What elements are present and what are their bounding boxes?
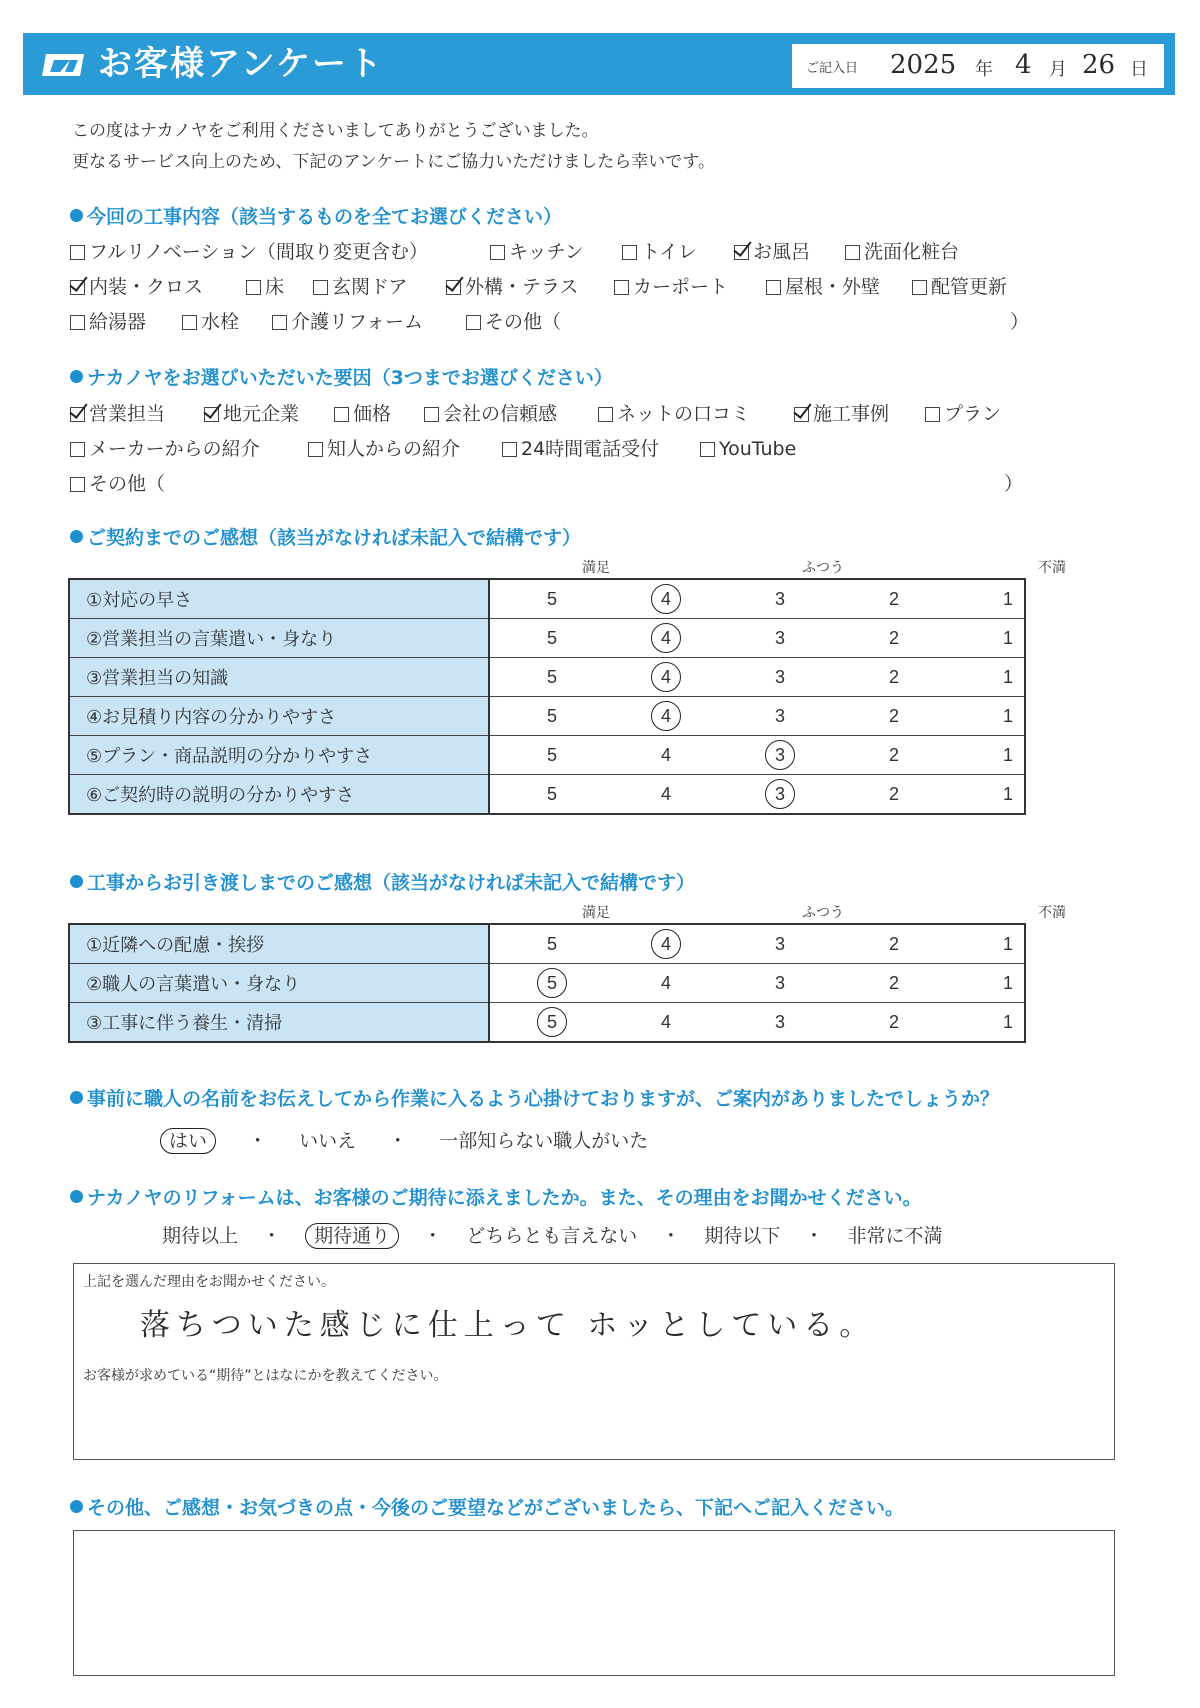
rating-option-1[interactable]: 1 <box>1002 934 1013 954</box>
reason-box[interactable] <box>73 1263 1115 1460</box>
intro-text <box>72 116 715 178</box>
rating-option-3[interactable]: 3 <box>762 784 798 805</box>
rating-option-3[interactable]: 3 <box>774 973 785 993</box>
bullet-icon <box>70 370 83 383</box>
scale-head-mid: ふつう <box>802 560 844 576</box>
rating-option-4[interactable]: 4 <box>648 667 684 688</box>
checkbox-icon[interactable] <box>308 442 323 457</box>
rating-cell <box>489 924 1025 964</box>
close-paren: ） <box>1010 311 1030 333</box>
rating-option-3[interactable]: 3 <box>774 667 785 687</box>
checkbox-icon[interactable] <box>700 442 715 457</box>
checkbox-icon[interactable] <box>313 280 328 295</box>
checkbox-icon[interactable] <box>70 407 85 422</box>
question-label: ⑥ご契約時の説明の分かりやすさ <box>69 775 489 815</box>
bullet-icon <box>70 1500 83 1513</box>
rating-option-3[interactable]: 3 <box>774 628 785 648</box>
option-yes[interactable]: はい <box>160 1128 216 1154</box>
checkbox-icon[interactable] <box>70 280 85 295</box>
section-contract-title: ご契約までのご感想（該当がなければ未記入で結構です） <box>70 526 581 550</box>
rating-option-4[interactable]: 4 <box>648 706 684 727</box>
checkbox-icon[interactable] <box>204 407 219 422</box>
table-row <box>69 775 1025 815</box>
question-label: ③営業担当の知識 <box>69 658 489 697</box>
separator: ・ <box>248 1130 268 1152</box>
separator: ・ <box>423 1225 443 1247</box>
date-day-unit: 日 <box>1130 59 1148 80</box>
reason-label: 上記を選んだ理由をお聞かせください。 <box>83 1274 335 1290</box>
checkbox-option[interactable]: 洗面化粧台 <box>845 240 959 264</box>
rating-option-4[interactable]: 4 <box>648 628 684 649</box>
table-row <box>69 579 1025 619</box>
comments-box[interactable] <box>73 1530 1115 1676</box>
table-row <box>69 964 1025 1003</box>
rating-option-5[interactable]: 5 <box>534 973 570 994</box>
rating-cell <box>489 775 1025 815</box>
checkbox-option[interactable]: カーポート <box>614 275 728 299</box>
question-label: ⑤プラン・商品説明の分かりやすさ <box>69 736 489 775</box>
rating-option-5[interactable]: 5 <box>546 589 557 609</box>
checkbox-option[interactable]: 水栓 <box>182 310 239 334</box>
scale-head-high: 満足 <box>582 560 610 576</box>
separator: ・ <box>661 1225 681 1247</box>
checkbox-option[interactable]: 価格 <box>334 402 391 426</box>
scale-head-high: 満足 <box>582 905 610 921</box>
checkbox-option[interactable]: その他（ <box>70 472 165 496</box>
checkbox-icon[interactable] <box>272 315 287 330</box>
section-comments-title: その他、ご感想・お気づきの点・今後のご要望などがございましたら、下記へご記入ください。 <box>70 1496 904 1520</box>
bullet-icon <box>70 209 83 222</box>
rating-option-5[interactable]: 5 <box>546 706 557 726</box>
checkbox-option[interactable]: フルリノベーション（間取り変更含む） <box>70 240 428 264</box>
checkbox-option[interactable]: トイレ <box>622 240 697 264</box>
rating-option-2[interactable]: 2 <box>888 667 899 687</box>
rating-option-5[interactable]: 5 <box>546 628 557 648</box>
checkbox-option[interactable]: メーカーからの紹介 <box>70 437 260 461</box>
checkbox-icon[interactable] <box>598 407 613 422</box>
checkbox-option[interactable]: その他（ <box>466 310 561 334</box>
checkbox-option[interactable]: 会社の信頼感 <box>424 402 557 426</box>
bullet-icon <box>70 875 83 888</box>
checkbox-icon[interactable] <box>70 315 85 330</box>
rating-option-4[interactable]: 4 <box>648 589 684 610</box>
rating-cell <box>489 964 1025 1003</box>
rating-option-2[interactable]: 2 <box>888 745 899 765</box>
checkbox-option[interactable]: プラン <box>925 402 1001 426</box>
close-paren: ） <box>1004 473 1024 495</box>
checkbox-icon[interactable] <box>70 245 85 260</box>
checkbox-option[interactable]: お風呂 <box>734 240 810 264</box>
checkbox-icon[interactable] <box>912 280 927 295</box>
checkbox-option[interactable]: 知人からの紹介 <box>308 437 460 461</box>
rating-option-2[interactable]: 2 <box>888 628 899 648</box>
scale-head-low: 不満 <box>1038 560 1066 576</box>
checkbox-icon[interactable] <box>70 477 85 492</box>
rating-option-2[interactable]: 2 <box>888 784 899 804</box>
scale-head-mid: ふつう <box>802 905 844 921</box>
separator: ・ <box>262 1225 282 1247</box>
rating-option-5[interactable]: 5 <box>546 784 557 804</box>
checkbox-option[interactable]: 外構・テラス <box>446 275 578 299</box>
checkbox-option[interactable]: 地元企業 <box>204 402 299 426</box>
checkbox-option[interactable]: 介護リフォーム <box>272 310 423 334</box>
option-very-dissatisfied[interactable]: 非常に不満 <box>847 1225 943 1247</box>
checkbox-option[interactable]: 施工事例 <box>794 402 889 426</box>
checkbox-icon[interactable] <box>766 280 781 295</box>
rating-option-4[interactable]: 4 <box>648 934 684 955</box>
checkbox-icon[interactable] <box>490 245 505 260</box>
rating-option-5[interactable]: 5 <box>546 934 557 954</box>
rating-option-4[interactable]: 4 <box>660 784 671 804</box>
checkbox-icon[interactable] <box>845 245 860 260</box>
date-year[interactable]: 2025 <box>890 50 957 80</box>
table-row <box>69 658 1025 697</box>
rating-option-2[interactable]: 2 <box>888 589 899 609</box>
company-logo-icon <box>40 50 86 80</box>
rating-option-1[interactable]: 1 <box>1002 628 1013 648</box>
intro-line: この度はナカノヤをご利用くださいましてありがとうございました。 <box>72 121 599 141</box>
question-label: ③工事に伴う養生・清掃 <box>69 1003 489 1043</box>
checkbox-option[interactable]: 床 <box>246 275 284 299</box>
rating-option-2[interactable]: 2 <box>888 973 899 993</box>
rating-option-2[interactable]: 2 <box>888 1012 899 1032</box>
craftsman-options <box>160 1129 648 1153</box>
date-year-unit: 年 <box>975 59 993 80</box>
section-reason-title: ナカノヤをお選びいただいた要因（3つまでお選びください） <box>70 366 613 390</box>
rating-option-1[interactable]: 1 <box>1002 589 1013 609</box>
question-label: ④お見積り内容の分かりやすさ <box>69 697 489 736</box>
rating-cell <box>489 697 1025 736</box>
table-row <box>69 1003 1025 1043</box>
rating-option-3[interactable]: 3 <box>774 934 785 954</box>
bullet-icon <box>70 1091 83 1104</box>
separator: ・ <box>388 1130 408 1152</box>
date-month-unit: 月 <box>1049 59 1067 80</box>
section-expectation-title: ナカノヤのリフォームは、お客様のご期待に添えましたか。また、その理由をお聞かせください。 <box>70 1186 922 1210</box>
option-as-expected[interactable]: 期待通り <box>305 1223 399 1249</box>
checkbox-icon[interactable] <box>246 280 261 295</box>
section-construction-title: 工事からお引き渡しまでのご感想（該当がなければ未記入で結構です） <box>70 871 695 895</box>
table-row <box>69 736 1025 775</box>
date-label: ご記入日 <box>806 61 859 76</box>
date-month[interactable]: 4 <box>1015 50 1032 80</box>
question-label: ②職人の言葉遣い・身なり <box>69 964 489 1003</box>
checkbox-option[interactable]: YouTube <box>700 437 796 461</box>
rating-option-3[interactable]: 3 <box>774 706 785 726</box>
rating-cell <box>489 579 1025 619</box>
rating-option-4[interactable]: 4 <box>660 973 671 993</box>
checkbox-icon[interactable] <box>446 280 461 295</box>
scale-head-low: 不満 <box>1038 905 1066 921</box>
option-no[interactable]: いいえ <box>299 1130 357 1152</box>
checkbox-icon[interactable] <box>622 245 637 260</box>
checkbox-option[interactable]: 営業担当 <box>70 402 165 426</box>
bullet-icon <box>70 530 83 543</box>
rating-option-3[interactable]: 3 <box>762 745 798 766</box>
rating-option-1[interactable]: 1 <box>1002 667 1013 687</box>
rating-option-3[interactable]: 3 <box>774 589 785 609</box>
checkbox-icon[interactable] <box>424 407 439 422</box>
checkbox-option[interactable]: 屋根・外壁 <box>766 275 880 299</box>
checkbox-option[interactable]: 給湯器 <box>70 310 146 334</box>
checkbox-option[interactable]: ネットの口コミ <box>598 402 750 426</box>
rating-option-1[interactable]: 1 <box>1002 706 1013 726</box>
separator: ・ <box>804 1225 824 1247</box>
checkbox-icon[interactable] <box>182 315 197 330</box>
page-title: お客様アンケート <box>98 44 384 84</box>
checkbox-icon[interactable] <box>466 315 481 330</box>
checkbox-icon[interactable] <box>614 280 629 295</box>
rating-option-1[interactable]: 1 <box>1002 1012 1013 1032</box>
table-row <box>69 697 1025 736</box>
date-day[interactable]: 26 <box>1082 50 1116 80</box>
checkbox-icon[interactable] <box>925 407 940 422</box>
checkbox-icon[interactable] <box>794 407 809 422</box>
checkbox-icon[interactable] <box>70 442 85 457</box>
question-label: ①対応の早さ <box>69 579 489 619</box>
rating-option-5[interactable]: 5 <box>546 667 557 687</box>
table-row <box>69 924 1025 964</box>
rating-cell <box>489 658 1025 697</box>
question-label: ①近隣への配慮・挨拶 <box>69 924 489 964</box>
rating-option-2[interactable]: 2 <box>888 934 899 954</box>
rating-option-5[interactable]: 5 <box>534 1012 570 1033</box>
checkbox-option[interactable]: キッチン <box>490 240 584 264</box>
checkbox-option[interactable]: 24時間電話受付 <box>502 437 659 461</box>
rating-option-1[interactable]: 1 <box>1002 784 1013 804</box>
rating-cell <box>489 1003 1025 1043</box>
rating-option-5[interactable]: 5 <box>546 745 557 765</box>
bullet-icon <box>70 1190 83 1203</box>
checkbox-option[interactable]: 配管更新 <box>912 275 1007 299</box>
rating-option-1[interactable]: 1 <box>1002 745 1013 765</box>
table-row <box>69 619 1025 658</box>
option-below[interactable]: 期待以下 <box>704 1225 781 1247</box>
rating-cell <box>489 736 1025 775</box>
reason-answer[interactable]: 落ちついた感じに仕上って ホッとしている。 <box>140 1308 876 1343</box>
question-label: ②営業担当の言葉遣い・身なり <box>69 619 489 658</box>
expectation-options <box>162 1224 943 1248</box>
rating-option-2[interactable]: 2 <box>888 706 899 726</box>
rating-table-contract <box>68 578 1026 815</box>
section-craftsman-title: 事前に職人の名前をお伝えしてから作業に入るよう心掛けておりますが、ご案内がありましたでしょうか？ <box>70 1087 999 1111</box>
checkbox-icon[interactable] <box>734 245 749 260</box>
section-work-title: 今回の工事内容（該当するものを全てお選びください） <box>70 205 562 229</box>
option-neutral[interactable]: どちらとも言えない <box>466 1225 638 1247</box>
checkbox-icon[interactable] <box>502 442 517 457</box>
checkbox-icon[interactable] <box>334 407 349 422</box>
rating-option-1[interactable]: 1 <box>1002 973 1013 993</box>
expectation-label: お客様が求めている“期待”とはなにかを教えてください。 <box>83 1368 448 1384</box>
checkbox-option[interactable]: 玄関ドア <box>313 275 407 299</box>
rating-option-3[interactable]: 3 <box>774 1012 785 1032</box>
intro-line: 更なるサービス向上のため、下記のアンケートにご協力いただけましたら幸いです。 <box>72 152 715 172</box>
rating-cell <box>489 619 1025 658</box>
rating-option-4[interactable]: 4 <box>660 745 671 765</box>
rating-table-construction <box>68 923 1026 1043</box>
checkbox-option[interactable]: 内装・クロス <box>70 275 203 299</box>
rating-option-4[interactable]: 4 <box>660 1012 671 1032</box>
option-above[interactable]: 期待以上 <box>162 1225 239 1247</box>
option-partial[interactable]: 一部知らない職人がいた <box>439 1130 649 1152</box>
